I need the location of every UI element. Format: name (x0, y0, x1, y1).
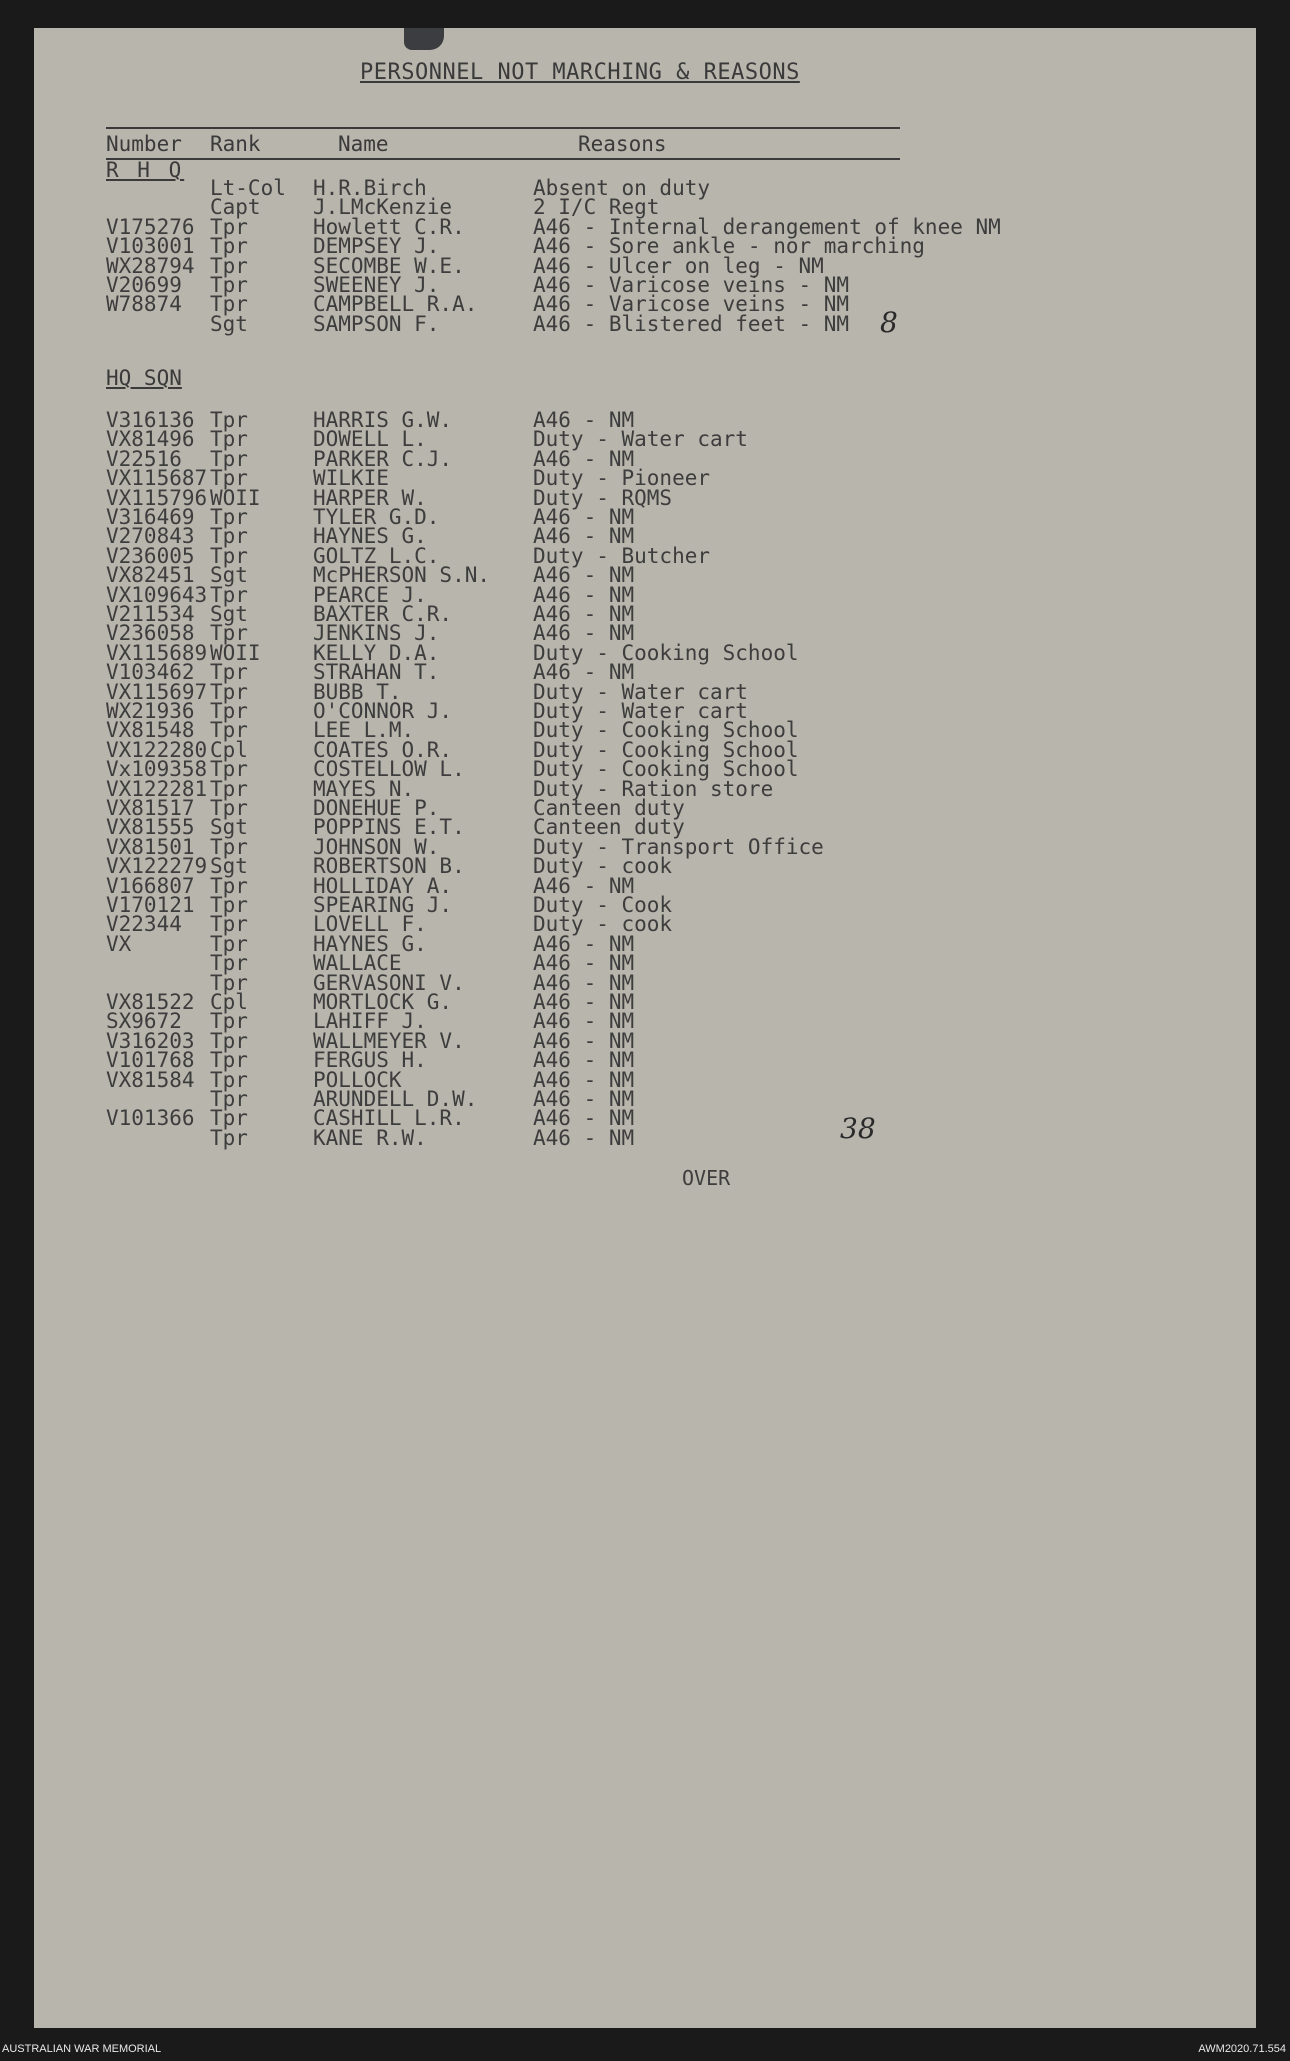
service-number: V270843 (106, 524, 195, 549)
person-name: FERGUS H. (313, 1048, 427, 1073)
person-name: HARRIS G.W. (313, 408, 453, 432)
service-number: V211534 (106, 602, 195, 626)
rank: Tpr (210, 505, 248, 529)
reason: A46 - NM (533, 1087, 635, 1111)
reason: A46 - NM (533, 1125, 635, 1150)
rank: Tpr (210, 718, 248, 743)
service-number: VX81522 (106, 990, 195, 1014)
reason: Duty - cook (533, 912, 673, 937)
reason: A46 - NM (533, 970, 635, 995)
service-number: V316136 (106, 408, 195, 432)
reason: Duty - Water cart (533, 427, 748, 452)
person-name: SECOMBE W.E. (313, 253, 465, 278)
person-name: CAMPBELL R.A. (313, 292, 478, 317)
header-name: Name (338, 132, 389, 156)
rank: WOII (210, 640, 261, 665)
rank: Tpr (210, 1048, 248, 1073)
rank: Tpr (210, 912, 248, 937)
person-name: J.LMcKenzie (313, 195, 453, 220)
reason: A46 - NM (533, 931, 635, 956)
rank: Cpl (210, 737, 248, 762)
rank: Tpr (210, 292, 248, 317)
service-number: VX82451 (106, 563, 195, 588)
person-name: KELLY D.A. (313, 640, 440, 665)
header-reasons: Reasons (578, 132, 667, 156)
reason: Duty - cook (533, 854, 673, 879)
reason: A46 - Internal derangement of knee NM (533, 214, 1001, 239)
footer-institution: AUSTRALIAN WAR MEMORIAL (2, 2043, 162, 2055)
rank: Sgt (210, 311, 248, 336)
rank: Tpr (210, 621, 248, 646)
service-number: V316469 (106, 505, 195, 529)
reason: A46 - NM (533, 582, 635, 607)
reason: A46 - NM (533, 524, 635, 549)
service-number: V101366 (106, 1106, 195, 1131)
service-number: VX115689 (106, 640, 208, 665)
person-name: HOLLIDAY A. (313, 873, 453, 898)
rank: Tpr (210, 893, 248, 917)
person-name: LEE L.M. (313, 718, 415, 743)
over-note: OVER (682, 1166, 731, 1190)
table-row (0, 1126, 1222, 1152)
rank: Tpr (210, 524, 248, 549)
person-name: LAHIFF J. (313, 1009, 427, 1034)
person-name: COSTELLOW L. (313, 757, 465, 782)
reason: A46 - NM (533, 1048, 635, 1073)
person-name: JOHNSON W. (313, 834, 440, 859)
reason: A46 - Varicose veins - NM (533, 273, 850, 297)
service-number: VX122279 (106, 854, 208, 879)
rank: Tpr (210, 253, 248, 278)
person-name: DONEHUE P. (313, 796, 440, 820)
person-name: ARUNDELL D.W. (313, 1087, 478, 1111)
rank: Tpr (210, 1106, 248, 1131)
service-number: V175276 (106, 214, 195, 239)
service-number: VX81584 (106, 1067, 195, 1092)
rank: Tpr (210, 796, 248, 820)
rank: Tpr (210, 776, 248, 801)
person-name: WILKIE (313, 466, 389, 491)
reason: A46 - NM (533, 446, 635, 471)
service-number: V166807 (106, 873, 195, 898)
service-number: SX9672 (106, 1009, 182, 1034)
service-number: VX122281 (106, 776, 208, 801)
person-name: SAMPSON F. (313, 311, 440, 336)
header-rule-top (106, 127, 900, 129)
reason: Duty - RQMS (533, 485, 673, 510)
reason: A46 - Sore ankle - nor marching (533, 234, 925, 259)
reason: Duty - Ration store (533, 776, 774, 801)
person-name: DEMPSEY J. (313, 234, 440, 259)
person-name: GOLTZ L.C. (313, 543, 440, 568)
person-name: POPPINS E.T. (313, 815, 465, 840)
person-name: STRAHAN T. (313, 660, 440, 685)
rank: Tpr (210, 446, 248, 471)
reason: Canteen duty (533, 796, 685, 820)
rank: Tpr (210, 834, 248, 859)
person-name: BAXTER C.R. (313, 602, 453, 626)
rank: Tpr (210, 234, 248, 259)
service-number: VX109643 (106, 582, 208, 607)
reason: Duty - Cooking School (533, 640, 799, 665)
rank: Tpr (210, 679, 248, 704)
reason: A46 - NM (533, 602, 635, 626)
person-name: JENKINS J. (313, 621, 440, 646)
rank: Tpr (210, 1009, 248, 1034)
reason: Duty - Cooking School (533, 718, 799, 743)
service-number: V236058 (106, 621, 195, 646)
table-row (0, 312, 1222, 338)
paper-stain (404, 28, 444, 50)
reason: A46 - NM (533, 1009, 635, 1034)
service-number: VX81501 (106, 834, 195, 859)
reason: Duty - Pioneer (533, 466, 711, 491)
person-name: CASHILL L.R. (313, 1106, 465, 1131)
reason: Duty - Cooking School (533, 757, 799, 782)
reason: Duty - Transport Office (533, 834, 824, 859)
service-number: VX81517 (106, 796, 195, 820)
rank: Lt-Col (210, 176, 286, 200)
rank: Tpr (210, 970, 248, 995)
rank: Tpr (210, 660, 248, 685)
service-number: Vx109358 (106, 757, 208, 782)
service-number: V103001 (106, 234, 195, 259)
person-name: GERVASONI V. (313, 970, 465, 995)
person-name: SPEARING J. (313, 893, 453, 917)
person-name: PEARCE J. (313, 582, 427, 607)
rank: Sgt (210, 854, 248, 879)
reason: Duty - Cooking School (533, 737, 799, 762)
reason: A46 - Varicose veins - NM (533, 292, 850, 317)
tally-rhq: 8 (880, 306, 898, 339)
reason: A46 - NM (533, 1106, 635, 1131)
reason: A46 - NM (533, 505, 635, 529)
reason: A46 - NM (533, 660, 635, 685)
service-number: W78874 (106, 292, 182, 317)
person-name: H.R.Birch (313, 176, 427, 200)
rank: Sgt (210, 815, 248, 840)
service-number: VX115796 (106, 485, 208, 510)
rank: Tpr (210, 273, 248, 297)
reason: Canteen duty (533, 815, 685, 840)
reason: A46 - Ulcer on leg - NM (533, 253, 824, 278)
service-number: V101768 (106, 1048, 195, 1073)
person-name: TYLER G.D. (313, 505, 440, 529)
person-name: HARPER W. (313, 485, 427, 510)
reason: Duty - Water cart (533, 679, 748, 704)
rank: Tpr (210, 757, 248, 782)
rank: Tpr (210, 582, 248, 607)
person-name: HAYNES G. (313, 931, 427, 956)
reason: 2 I/C Regt (533, 195, 660, 220)
rank: Tpr (210, 931, 248, 956)
rank: Sgt (210, 563, 248, 588)
section-label-hq-sqn: HQ SQN (106, 366, 182, 390)
rank: WOII (210, 485, 261, 510)
service-number: VX122280 (106, 737, 208, 762)
person-name: LOVELL F. (313, 912, 427, 937)
service-number: VX81555 (106, 815, 195, 840)
reason: A46 - NM (533, 408, 635, 432)
person-name: ROBERTSON B. (313, 854, 465, 879)
person-name: SWEENEY J. (313, 273, 440, 297)
rank: Tpr (210, 427, 248, 452)
header-rule-bottom (106, 158, 900, 160)
rank: Tpr (210, 1067, 248, 1092)
person-name: COATES O.R. (313, 737, 453, 762)
rank: Capt (210, 195, 261, 220)
rank: Tpr (210, 699, 248, 723)
service-number: V22516 (106, 446, 182, 471)
person-name: KANE R.W. (313, 1125, 427, 1150)
reason: Duty - Butcher (533, 543, 711, 568)
service-number: V22344 (106, 912, 182, 937)
service-number: VX81496 (106, 427, 195, 452)
rank: Tpr (210, 543, 248, 568)
service-number: VX81548 (106, 718, 195, 743)
person-name: Howlett C.R. (313, 214, 465, 239)
rank: Tpr (210, 951, 248, 976)
reason: Duty - Water cart (533, 699, 748, 723)
service-number: VX115687 (106, 466, 208, 491)
rank: Tpr (210, 408, 248, 432)
section-label-rhq: R H Q (106, 158, 185, 182)
person-name: MORTLOCK G. (313, 990, 453, 1014)
service-number: V236005 (106, 543, 195, 568)
tally-hq-sqn: 38 (840, 1112, 876, 1145)
reason: A46 - NM (533, 1067, 635, 1092)
document-title: PERSONNEL NOT MARCHING & REASONS (360, 60, 800, 85)
reason: A46 - NM (533, 951, 635, 976)
rank: Tpr (210, 873, 248, 898)
service-number: VX115697 (106, 679, 208, 704)
rank: Tpr (210, 214, 248, 239)
rank: Tpr (210, 1028, 248, 1053)
person-name: MAYES N. (313, 776, 415, 801)
service-number: V103462 (106, 660, 195, 685)
person-name: WALLACE (313, 951, 402, 976)
header-rank: Rank (210, 132, 261, 156)
person-name: WALLMEYER V. (313, 1028, 465, 1053)
reason: Absent on duty (533, 176, 711, 200)
service-number: V316203 (106, 1028, 195, 1053)
person-name: BUBB T. (313, 679, 402, 704)
footer-accession: AWM2020.71.554 (1198, 2043, 1286, 2055)
rank: Cpl (210, 990, 248, 1014)
rank: Tpr (210, 1125, 248, 1150)
service-number: WX28794 (106, 253, 195, 278)
reason: A46 - NM (533, 873, 635, 898)
person-name: O'CONNOR J. (313, 699, 453, 723)
person-name: POLLOCK (313, 1067, 402, 1092)
service-number: WX21936 (106, 699, 195, 723)
header-number: Number (106, 132, 182, 156)
reason: A46 - NM (533, 563, 635, 588)
reason: A46 - NM (533, 621, 635, 646)
rank: Tpr (210, 1087, 248, 1111)
person-name: DOWELL L. (313, 427, 427, 452)
reason: A46 - Blistered feet - NM (533, 311, 850, 336)
service-number: V20699 (106, 273, 182, 297)
reason: Duty - Cook (533, 893, 673, 917)
reason: A46 - NM (533, 1028, 635, 1053)
person-name: McPHERSON S.N. (313, 563, 491, 588)
service-number: VX (106, 931, 132, 956)
reason: A46 - NM (533, 990, 635, 1014)
service-number: V170121 (106, 893, 195, 917)
person-name: PARKER C.J. (313, 446, 453, 471)
rank: Sgt (210, 602, 248, 626)
person-name: HAYNES G. (313, 524, 427, 549)
rank: Tpr (210, 466, 248, 491)
